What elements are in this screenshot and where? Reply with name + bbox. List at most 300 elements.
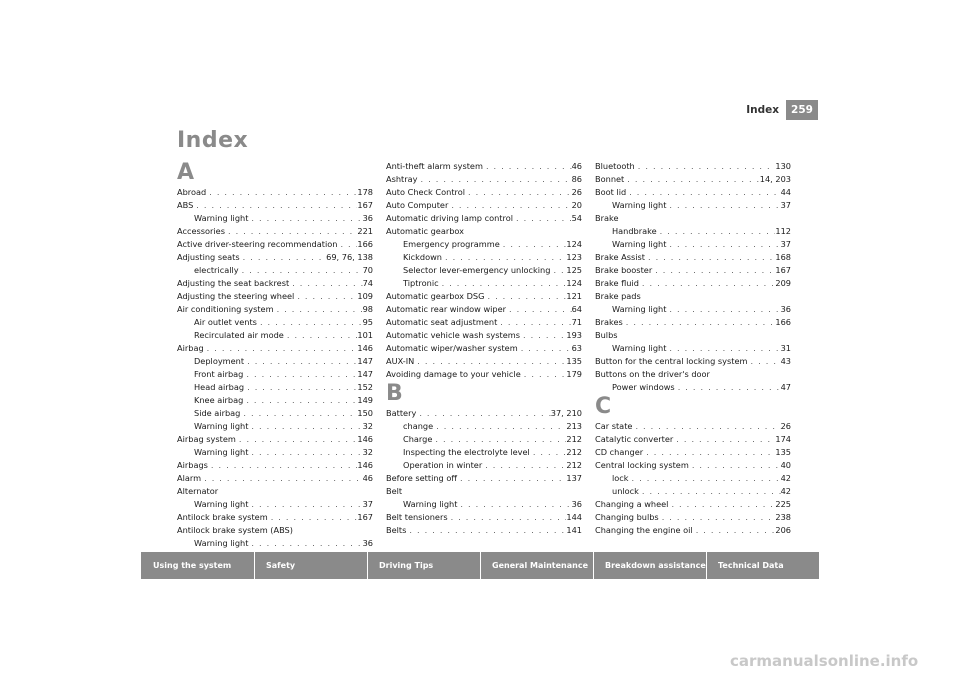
entry-term: Recirculated air mode xyxy=(194,330,284,340)
index-entry[interactable] xyxy=(386,160,582,173)
index-entry[interactable] xyxy=(386,524,582,537)
entry-page-ref: 37 xyxy=(362,499,373,509)
index-subentry[interactable] xyxy=(177,446,373,459)
entry-term: Brake xyxy=(595,213,619,223)
leader-dots xyxy=(666,303,780,316)
entry-term: Warning light xyxy=(194,499,249,509)
index-column-2 xyxy=(386,160,582,537)
entry-page-ref: 166 xyxy=(357,239,373,249)
leader-dots xyxy=(550,264,566,277)
entry-term: Airbag xyxy=(177,343,204,353)
index-entry[interactable] xyxy=(595,212,791,225)
index-subentry[interactable] xyxy=(595,225,791,238)
entry-term: Emergency programme xyxy=(403,239,500,249)
entry-term: Catalytic converter xyxy=(595,434,674,444)
entry-page-ref: 69, 76, 138 xyxy=(326,252,373,262)
chapter-nav-bar xyxy=(141,552,819,579)
index-subentry[interactable] xyxy=(177,212,373,225)
entry-page-ref: 147 xyxy=(357,369,373,379)
entry-term: Warning light xyxy=(612,343,667,353)
index-entry[interactable] xyxy=(595,277,791,290)
leader-dots xyxy=(236,433,358,446)
index-subentry[interactable] xyxy=(386,264,582,277)
index-subentry[interactable] xyxy=(177,355,373,368)
entry-page-ref: 74 xyxy=(362,278,373,288)
entry-term: Warning light xyxy=(403,499,458,509)
entry-page-ref: 54 xyxy=(571,213,582,223)
entry-term: Boot lid xyxy=(595,187,627,197)
leader-dots xyxy=(693,524,776,537)
index-entry[interactable] xyxy=(386,303,582,316)
index-entry[interactable] xyxy=(177,511,373,524)
entry-term: Head airbag xyxy=(194,382,245,392)
leader-dots xyxy=(257,316,363,329)
leader-dots xyxy=(506,303,572,316)
entry-term: Accessories xyxy=(177,226,225,236)
entry-term: Warning light xyxy=(612,239,667,249)
entry-term: Kickdown xyxy=(403,252,442,262)
entry-term: Active driver-steering recommendation xyxy=(177,239,338,249)
leader-dots xyxy=(432,433,566,446)
entry-page-ref: 46 xyxy=(571,161,582,171)
entry-page-ref: 42 xyxy=(780,473,791,483)
leader-dots xyxy=(497,316,571,329)
leader-dots xyxy=(244,355,357,368)
index-entry[interactable] xyxy=(177,472,373,485)
chapter-tab[interactable]: Safety xyxy=(254,552,367,579)
index-entry[interactable] xyxy=(595,251,791,264)
index-entry[interactable] xyxy=(386,225,582,238)
index-subentry[interactable] xyxy=(177,264,373,277)
entry-term: Brake fluid xyxy=(595,278,639,288)
leader-dots xyxy=(484,290,566,303)
entry-term: Airbags xyxy=(177,460,208,470)
entry-term: Brakes xyxy=(595,317,623,327)
entry-page-ref: 166 xyxy=(775,317,791,327)
entry-term: Tiptronic xyxy=(403,278,439,288)
entry-page-ref: 121 xyxy=(566,291,582,301)
leader-dots xyxy=(248,498,362,511)
entry-term: Knee airbag xyxy=(194,395,244,405)
index-subentry[interactable] xyxy=(595,199,791,212)
entry-page-ref: 130 xyxy=(775,161,791,171)
leader-dots xyxy=(666,199,780,212)
entry-term: Adjusting the seat backrest xyxy=(177,278,290,288)
leader-dots xyxy=(652,264,775,277)
entry-term: Air outlet vents xyxy=(194,317,257,327)
entry-page-ref: 221 xyxy=(357,226,373,236)
index-entry[interactable] xyxy=(595,316,791,329)
section-letter: A xyxy=(177,160,195,185)
entry-term: Bluetooth xyxy=(595,161,635,171)
entry-page-ref: 213 xyxy=(566,421,582,431)
index-entry[interactable] xyxy=(177,303,373,316)
leader-dots xyxy=(629,472,781,485)
entry-page-ref: 135 xyxy=(775,447,791,457)
index-entry[interactable] xyxy=(386,472,582,485)
index-subentry[interactable] xyxy=(386,277,582,290)
entry-term: Automatic driving lamp control xyxy=(386,213,513,223)
entry-page-ref: 32 xyxy=(362,447,373,457)
leader-dots xyxy=(513,212,572,225)
chapter-tab[interactable]: Driving Tips xyxy=(367,552,480,579)
leader-dots xyxy=(645,251,775,264)
entry-page-ref: 125 xyxy=(566,265,582,275)
leader-dots xyxy=(248,537,362,550)
entry-term: Abroad xyxy=(177,187,207,197)
entry-term: change xyxy=(403,421,434,431)
entry-page-ref: 146 xyxy=(357,460,373,470)
leader-dots xyxy=(626,186,780,199)
entry-page-ref: 149 xyxy=(357,395,373,405)
index-entry[interactable] xyxy=(386,485,582,498)
entry-page-ref: 36 xyxy=(571,499,582,509)
entry-term: lock xyxy=(612,473,629,483)
entry-page-ref: 37 xyxy=(780,200,791,210)
index-entry[interactable] xyxy=(177,225,373,238)
entry-page-ref: 32 xyxy=(362,421,373,431)
entry-term: Automatic gearbox xyxy=(386,226,465,236)
index-entry[interactable] xyxy=(595,433,791,446)
entry-page-ref: 37, 210 xyxy=(550,408,582,418)
index-subentry[interactable] xyxy=(595,342,791,355)
entry-page-ref: 123 xyxy=(566,252,582,262)
entry-page-ref: 101 xyxy=(357,330,373,340)
index-subentry[interactable] xyxy=(177,407,373,420)
leader-dots xyxy=(248,212,362,225)
leader-dots xyxy=(632,420,780,433)
entry-page-ref: 31 xyxy=(780,343,791,353)
entry-page-ref: 209 xyxy=(775,278,791,288)
index-subentry[interactable] xyxy=(177,329,373,342)
index-subentry[interactable] xyxy=(386,446,582,459)
leader-dots xyxy=(240,251,326,264)
index-subentry[interactable] xyxy=(177,394,373,407)
entry-term: Auto Check Control xyxy=(386,187,465,197)
index-entry[interactable] xyxy=(595,446,791,459)
entry-page-ref: 167 xyxy=(775,265,791,275)
leader-dots xyxy=(243,394,357,407)
leader-dots xyxy=(530,446,567,459)
index-subentry[interactable] xyxy=(595,485,791,498)
chapter-tab[interactable]: Technical Data xyxy=(706,552,819,579)
entry-page-ref: 135 xyxy=(566,356,582,366)
index-entry[interactable] xyxy=(595,186,791,199)
index-subentry[interactable] xyxy=(386,420,582,433)
leader-dots xyxy=(666,342,780,355)
index-entry[interactable] xyxy=(595,355,791,368)
entry-page-ref: 124 xyxy=(566,239,582,249)
leader-dots xyxy=(294,290,357,303)
entry-page-ref: 137 xyxy=(566,473,582,483)
entry-term: Belt xyxy=(386,486,403,496)
leader-dots xyxy=(520,329,566,342)
entry-page-ref: 174 xyxy=(775,434,791,444)
entry-page-ref: 167 xyxy=(357,200,373,210)
section-letter: B xyxy=(386,381,403,406)
index-subentry[interactable] xyxy=(386,433,582,446)
index-entry[interactable] xyxy=(386,355,582,368)
entry-page-ref: 146 xyxy=(357,434,373,444)
entry-term: Warning light xyxy=(194,421,249,431)
index-entry[interactable] xyxy=(386,290,582,303)
page-title: Index xyxy=(177,128,249,153)
entry-page-ref: 178 xyxy=(357,187,373,197)
index-subentry[interactable] xyxy=(386,238,582,251)
entry-page-ref: 168 xyxy=(775,252,791,262)
index-entry[interactable] xyxy=(177,238,373,251)
entry-term: Warning light xyxy=(194,538,249,548)
header-section-title: Index xyxy=(746,104,779,116)
entry-page-ref: 70 xyxy=(362,265,373,275)
index-entry[interactable] xyxy=(595,524,791,537)
leader-dots xyxy=(639,485,781,498)
entry-page-ref: 64 xyxy=(571,304,582,314)
index-entry[interactable] xyxy=(386,342,582,355)
index-entry[interactable] xyxy=(386,368,582,381)
index-entry[interactable] xyxy=(595,420,791,433)
leader-dots xyxy=(208,459,357,472)
index-entry[interactable] xyxy=(177,485,373,498)
entry-page-ref: 147 xyxy=(357,356,373,366)
leader-dots xyxy=(289,277,362,290)
entry-term: Antilock brake system xyxy=(177,512,268,522)
entry-term: Car state xyxy=(595,421,633,431)
entry-page-ref: 212 xyxy=(566,434,582,444)
entry-term: Airbag system xyxy=(177,434,236,444)
entry-term: Adjusting seats xyxy=(177,252,240,262)
leader-dots xyxy=(659,511,776,524)
entry-term: Adjusting the steering wheel xyxy=(177,291,295,301)
leader-dots xyxy=(204,342,358,355)
index-subentry[interactable] xyxy=(386,498,582,511)
entry-term: Buttons on the driver's door xyxy=(595,369,710,379)
index-entry[interactable] xyxy=(595,459,791,472)
leader-dots xyxy=(225,225,357,238)
entry-term: CD changer xyxy=(595,447,644,457)
index-subentry[interactable] xyxy=(595,472,791,485)
leader-dots xyxy=(448,199,571,212)
entry-page-ref: 36 xyxy=(780,304,791,314)
leader-dots xyxy=(240,407,357,420)
entry-page-ref: 95 xyxy=(362,317,373,327)
index-column-3 xyxy=(595,160,791,537)
index-subentry[interactable] xyxy=(595,381,791,394)
index-entry[interactable] xyxy=(177,251,373,264)
entry-term: Alternator xyxy=(177,486,219,496)
leader-dots xyxy=(244,381,357,394)
entry-term: Bulbs xyxy=(595,330,618,340)
entry-page-ref: 44 xyxy=(780,187,791,197)
index-entry[interactable] xyxy=(386,212,582,225)
index-entry[interactable] xyxy=(595,160,791,173)
entry-page-ref: 43 xyxy=(780,356,791,366)
entry-term: Warning light xyxy=(194,213,249,223)
index-subentry[interactable] xyxy=(177,420,373,433)
index-entry[interactable] xyxy=(177,342,373,355)
entry-page-ref: 47 xyxy=(780,382,791,392)
index-entry[interactable] xyxy=(386,199,582,212)
entry-page-ref: 206 xyxy=(775,525,791,535)
entry-page-ref: 225 xyxy=(775,499,791,509)
leader-dots xyxy=(482,459,566,472)
leader-dots xyxy=(666,238,780,251)
leader-dots xyxy=(239,264,363,277)
leader-dots xyxy=(337,238,357,251)
leader-dots xyxy=(406,524,566,537)
leader-dots xyxy=(439,277,567,290)
entry-page-ref: 150 xyxy=(357,408,373,418)
entry-term: Brake booster xyxy=(595,265,653,275)
index-subentry[interactable] xyxy=(595,303,791,316)
entry-page-ref: 124 xyxy=(566,278,582,288)
entry-page-ref: 20 xyxy=(571,200,582,210)
entry-term: Inspecting the electrolyte level xyxy=(403,447,530,457)
leader-dots xyxy=(416,407,550,420)
entry-term: Automatic wiper/washer system xyxy=(386,343,518,353)
index-subentry[interactable] xyxy=(595,238,791,251)
entry-term: Auto Computer xyxy=(386,200,449,210)
index-entry[interactable] xyxy=(386,329,582,342)
entry-term: Before setting off xyxy=(386,473,458,483)
entry-page-ref: 36 xyxy=(362,213,373,223)
leader-dots xyxy=(433,420,566,433)
entry-term: Changing bulbs xyxy=(595,512,659,522)
leader-dots xyxy=(673,433,775,446)
index-entry[interactable] xyxy=(177,524,373,537)
leader-dots xyxy=(483,160,572,173)
leader-dots xyxy=(248,446,362,459)
chapter-tab[interactable]: Breakdown assistance xyxy=(593,552,706,579)
entry-page-ref: 146 xyxy=(357,343,373,353)
entry-term: Alarm xyxy=(177,473,202,483)
leader-dots xyxy=(624,173,759,186)
leader-dots xyxy=(639,277,775,290)
index-entry[interactable] xyxy=(386,173,582,186)
leader-dots xyxy=(748,355,781,368)
index-entry[interactable] xyxy=(595,290,791,303)
entry-page-ref: 26 xyxy=(571,187,582,197)
entry-term: Avoiding damage to your vehicle xyxy=(386,369,521,379)
index-subentry[interactable] xyxy=(386,251,582,264)
page-number-badge: 259 xyxy=(786,100,818,120)
leader-dots xyxy=(284,329,358,342)
index-entry[interactable] xyxy=(177,459,373,472)
entry-page-ref: 144 xyxy=(566,512,582,522)
leader-dots xyxy=(457,498,571,511)
entry-page-ref: 193 xyxy=(566,330,582,340)
index-entry[interactable] xyxy=(177,199,373,212)
leader-dots xyxy=(268,511,358,524)
entry-term: Belts xyxy=(386,525,407,535)
index-entry[interactable] xyxy=(595,498,791,511)
index-subentry[interactable] xyxy=(386,459,582,472)
entry-term: Automatic gearbox DSG xyxy=(386,291,485,301)
entry-term: Selector lever-emergency unlocking xyxy=(403,265,551,275)
index-entry[interactable] xyxy=(177,433,373,446)
index-entry[interactable] xyxy=(595,511,791,524)
entry-term: Front airbag xyxy=(194,369,244,379)
entry-term: Changing a wheel xyxy=(595,499,669,509)
entry-page-ref: 212 xyxy=(566,447,582,457)
entry-term: Charge xyxy=(403,434,433,444)
entry-term: ABS xyxy=(177,200,194,210)
entry-term: Brake pads xyxy=(595,291,641,301)
entry-page-ref: 37 xyxy=(780,239,791,249)
index-entry[interactable] xyxy=(595,264,791,277)
index-subentry[interactable] xyxy=(177,316,373,329)
index-entry[interactable] xyxy=(177,277,373,290)
entry-page-ref: 98 xyxy=(362,304,373,314)
entry-page-ref: 26 xyxy=(780,421,791,431)
leader-dots xyxy=(274,303,363,316)
leader-dots xyxy=(521,368,567,381)
leader-dots xyxy=(193,199,357,212)
entry-page-ref: 40 xyxy=(780,460,791,470)
entry-term: Warning light xyxy=(194,447,249,457)
entry-page-ref: 212 xyxy=(566,460,582,470)
watermark: carmanualsonline.info xyxy=(730,652,919,670)
entry-page-ref: 152 xyxy=(357,382,373,392)
entry-page-ref: 86 xyxy=(571,174,582,184)
index-entry[interactable] xyxy=(595,329,791,342)
index-entry[interactable] xyxy=(386,316,582,329)
chapter-tab[interactable]: General Maintenance xyxy=(480,552,593,579)
entry-term: Central locking system xyxy=(595,460,689,470)
entry-term: Operation in winter xyxy=(403,460,483,470)
section-letter: C xyxy=(595,394,612,419)
index-subentry[interactable] xyxy=(177,368,373,381)
leader-dots xyxy=(500,238,567,251)
index-entry[interactable] xyxy=(595,368,791,381)
entry-page-ref: 14, 203 xyxy=(759,174,791,184)
leader-dots xyxy=(457,472,566,485)
entry-term: Belt tensioners xyxy=(386,512,448,522)
entry-term: Battery xyxy=(386,408,417,418)
index-column-1 xyxy=(177,160,373,550)
entry-page-ref: 179 xyxy=(566,369,582,379)
leader-dots xyxy=(689,459,781,472)
entry-term: Air conditioning system xyxy=(177,304,274,314)
entry-term: Bonnet xyxy=(595,174,625,184)
leader-dots xyxy=(643,446,775,459)
index-entry[interactable] xyxy=(595,173,791,186)
index-entry[interactable] xyxy=(386,511,582,524)
index-entry[interactable] xyxy=(177,290,373,303)
entry-page-ref: 46 xyxy=(362,473,373,483)
entry-term: Side airbag xyxy=(194,408,241,418)
entry-page-ref: 63 xyxy=(571,343,582,353)
entry-page-ref: 109 xyxy=(357,291,373,301)
entry-term: Changing the engine oil xyxy=(595,525,693,535)
entry-page-ref: 112 xyxy=(775,226,791,236)
index-subentry[interactable] xyxy=(177,537,373,550)
entry-page-ref: 42 xyxy=(780,486,791,496)
leader-dots xyxy=(206,186,357,199)
entry-term: Ashtray xyxy=(386,174,418,184)
index-entry[interactable] xyxy=(386,186,582,199)
index-subentry[interactable] xyxy=(177,498,373,511)
index-entry[interactable] xyxy=(177,186,373,199)
leader-dots xyxy=(414,355,566,368)
entry-term: Brake Assist xyxy=(595,252,645,262)
entry-page-ref: 167 xyxy=(357,512,373,522)
entry-term: Anti-theft alarm system xyxy=(386,161,483,171)
index-subentry[interactable] xyxy=(177,381,373,394)
entry-term: unlock xyxy=(612,486,639,496)
chapter-tab[interactable]: Using the system xyxy=(153,561,232,570)
index-entry[interactable] xyxy=(386,407,582,420)
